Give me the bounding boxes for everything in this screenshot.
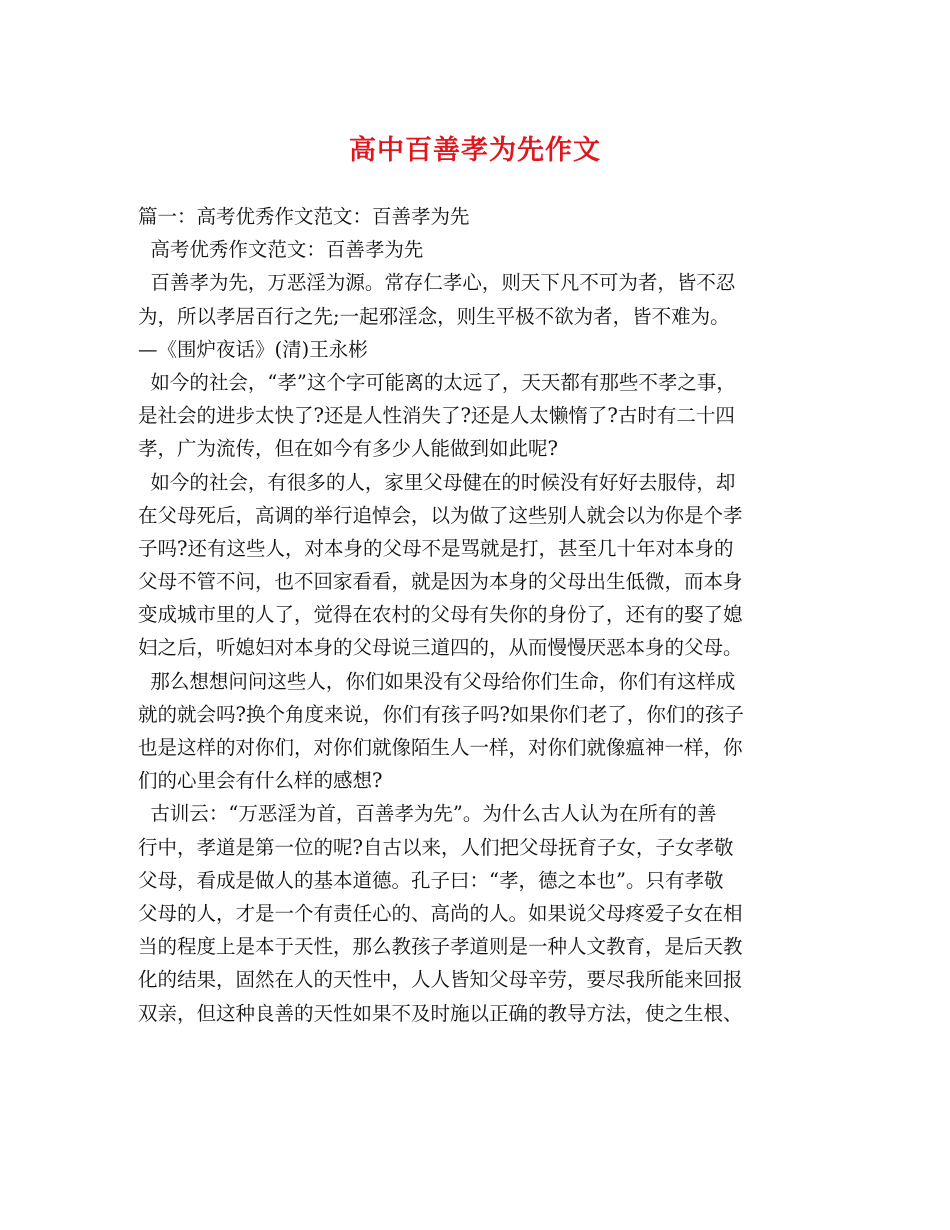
text-line: 父母，看成是做人的基本道德。孔子曰：“孝，德之本也”。只有孝敬: [138, 868, 724, 892]
text-line: 妇之后，听媳妇对本身的父母说三道四的，从而慢慢厌恶本身的父母。: [138, 636, 743, 660]
text-line: 当的程度上是本于天性，那么教孩子孝道则是一种人文教育，是后天教: [138, 935, 743, 959]
text-line: 化的结果，固然在人的天性中，人人皆知父母辛劳，要尽我所能来回报: [138, 968, 743, 992]
text-line: 双亲，但这种良善的天性如果不及时施以正确的教导方法，使之生根、: [138, 1001, 743, 1025]
text-line: 行中，孝道是第一位的呢?自古以来，人们把父母抚育子女，子女孝敬: [138, 835, 734, 859]
text-line: 们的心里会有什么样的感想?: [138, 769, 383, 793]
text-line: 为，所以孝居百行之先;一起邪淫念，则生平极不欲为者，皆不难为。: [138, 304, 730, 328]
text-line: 父母不管不问，也不回家看看，就是因为本身的父母出生低微，而本身: [138, 570, 743, 594]
text-line: 是社会的进步太快了?还是人性消失了?还是人太懒惰了?古时有二十四: [138, 404, 735, 428]
text-line: 孝，广为流传，但在如今有多少人能做到如此呢?: [138, 437, 558, 461]
text-line: 变成城市里的人了，觉得在农村的父母有失你的身份了，还有的娶了媳: [138, 603, 743, 627]
text-line: 篇一：高考优秀作文范文：百善孝为先: [138, 205, 470, 228]
text-line: 那么想想问问这些人，你们如果没有父母给你们生命，你们有这样成: [138, 669, 736, 693]
document-body: [138, 200, 828, 1030]
text-line: 百善孝为先，万恶淫为源。常存仁孝心，则天下凡不可为者，皆不忍: [138, 271, 736, 295]
document-title: 高中百善孝为先作文: [349, 135, 601, 166]
text-line: —《围炉夜话》(清)王永彬: [138, 337, 368, 361]
text-line: 如今的社会，有很多的人，家里父母健在的时候没有好好去服侍，却: [138, 470, 736, 494]
text-line: 在父母死后，高调的举行追悼会，以为做了这些别人就会以为你是个孝: [138, 503, 743, 527]
text-line: 如今的社会，“孝”这个字可能离的太远了，天天都有那些不孝之事，: [138, 370, 736, 394]
text-line: 就的就会吗?换个角度来说，你们有孩子吗?如果你们老了，你们的孩子: [138, 702, 744, 726]
text-line: 也是这样的对你们，对你们就像陌生人一样，对你们就像瘟神一样，你: [138, 736, 743, 759]
text-line: 高考优秀作文范文：百善孝为先: [138, 238, 424, 262]
text-line: 古训云：“万恶淫为首，百善孝为先”。为什么古人认为在所有的善: [138, 802, 717, 826]
text-line: 子吗?还有这些人，对本身的父母不是骂就是打，甚至几十年对本身的: [138, 536, 734, 560]
text-line: 父母的人，才是一个有责任心的、高尚的人。如果说父母疼爱子女在相: [138, 901, 743, 925]
